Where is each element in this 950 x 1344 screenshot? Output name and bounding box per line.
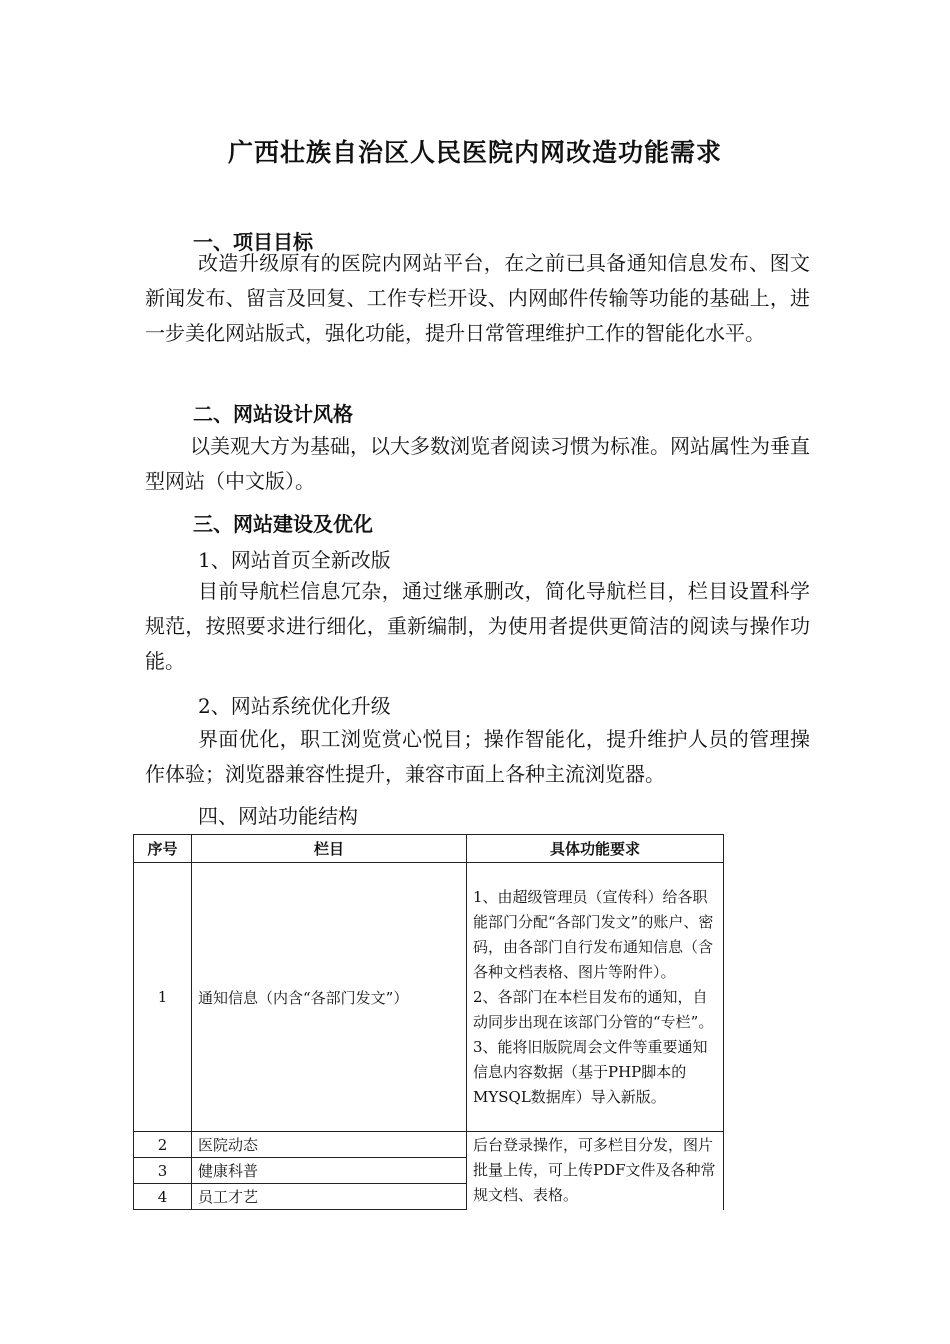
section-1-body: 改造升级原有的医院内网站平台，在之前已具备通知信息发布、图文新闻发布、留言及回复、工作专栏开设、内网邮件传输等功能的基础上，进一步美化网站版式，强化功能，提升日常管理维护工作的智能化水平。	[145, 251, 810, 345]
row-column: 医院动态	[192, 1132, 467, 1158]
header-requirements: 具体功能要求	[467, 835, 724, 863]
requirement-item: 1、由超级管理员（宣传科）给各职能部门分配“各部门发文”的账户、密码，由各部门自行发布通知信息（含各种文档表格、图片等附件）。	[473, 887, 714, 981]
section-3-heading: 三、网站建设及优化	[193, 512, 373, 536]
row-no: 1	[134, 863, 192, 1132]
section-4-heading: 四、网站功能结构	[198, 804, 358, 828]
row-column: 员工才艺	[192, 1184, 467, 1210]
section-3-sub1-body: 目前导航栏信息冗杂，通过继承删改，简化导航栏目，栏目设置科学规范，按照要求进行细化，重新编制，为使用者提供更简洁的阅读与操作功能。	[145, 579, 810, 673]
table-header-row	[134, 835, 724, 863]
row-no: 4	[134, 1184, 192, 1210]
row-column: 通知信息（内含“各部门发文”）	[192, 863, 467, 1132]
document-title: 广西壮族自治区人民医院内网改造功能需求	[227, 138, 722, 167]
header-no: 序号	[134, 835, 192, 863]
table-row	[134, 1132, 724, 1158]
section-2-body: 以美观大方为基础，以大多数浏览者阅读习惯为标准。网站属性为垂直型网站（中文版）。	[145, 434, 810, 493]
section-3-sub1: 1、网站首页全新改版	[198, 548, 391, 572]
section-3-sub2: 2、网站系统优化升级	[198, 694, 391, 718]
function-table	[133, 834, 724, 1210]
header-column: 栏目	[192, 835, 467, 863]
row-no: 3	[134, 1158, 192, 1184]
row-requirements	[467, 863, 724, 1132]
requirement-item: 3、能将旧版院周会文件等重要通知信息内容数据（基于PHP脚本的MYSQL数据库）导入新版。	[473, 1037, 708, 1106]
shared-requirements: 后台登录操作，可多栏目分发，图片批量上传，可上传PDF文件及各种常规文档、表格。	[467, 1132, 724, 1210]
section-1-heading: 一、项目目标	[193, 230, 313, 254]
row-no: 2	[134, 1132, 192, 1158]
row-column: 健康科普	[192, 1158, 467, 1184]
section-3-sub2-body: 界面优化，职工浏览赏心悦目；操作智能化，提升维护人员的管理操作体验；浏览器兼容性提升，兼容市面上各种主流浏览器。	[145, 727, 810, 786]
section-2-heading: 二、网站设计风格	[193, 402, 353, 426]
requirement-item: 2、各部门在本栏目发布的通知，自动同步出现在该部门分管的“专栏”。	[473, 987, 714, 1031]
table-row	[134, 863, 724, 1132]
